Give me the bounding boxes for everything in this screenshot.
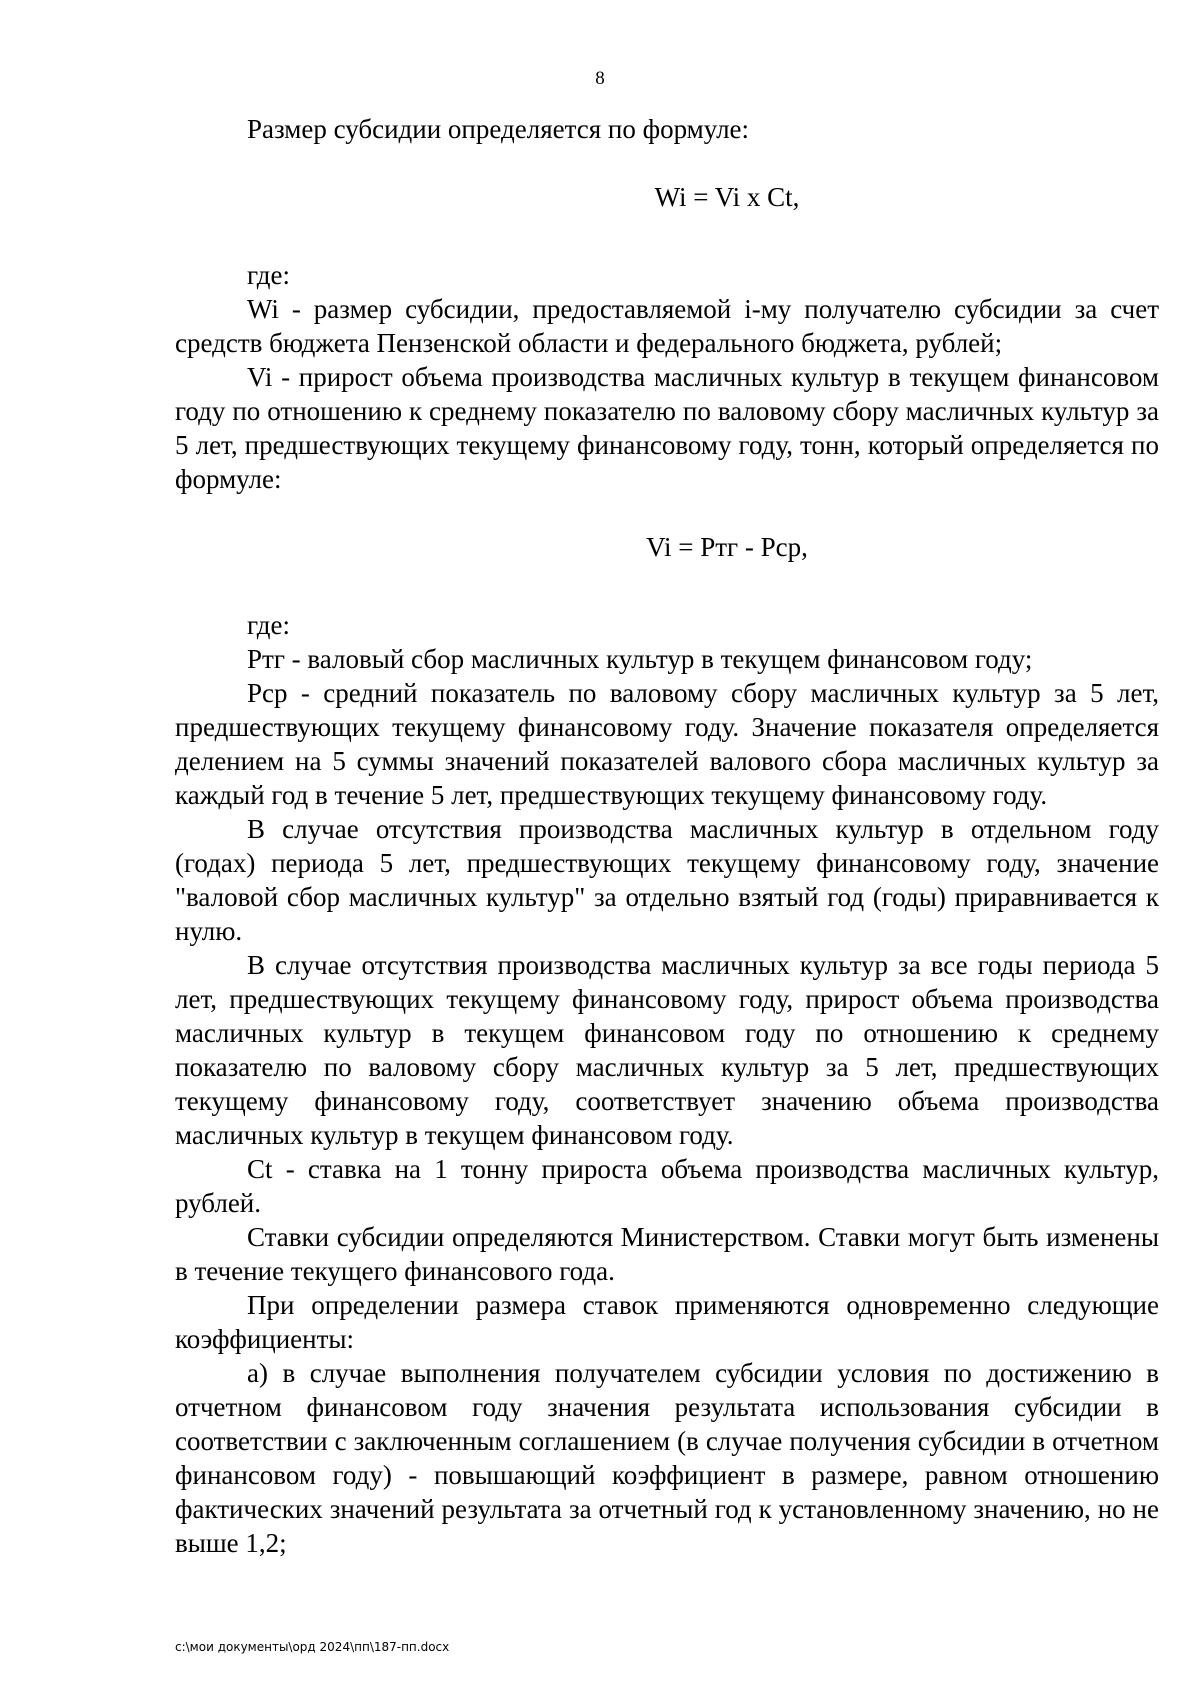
document-body (175, 112, 1159, 1560)
formula-vi: Vi = Ртг - Рср, (646, 532, 808, 562)
footer-file-path: c:\мои документы\орд 2024\пп\187-пп.docx (175, 1640, 450, 1654)
paragraph-absence-partial: В случае отсутствия производства масличных культур в отдельном году (годах) периода 5 лет, предшествующих текущему финансовому году, значение "валовой сбор масличных культур" за отдельно взятый год (годы) приравнивается к нулю. (175, 814, 1159, 946)
paragraph-rates: Ставки субсидии определяются Министерством. Ставки могут быть изменены в течение текущего финансового года. (175, 1222, 1159, 1286)
paragraph-item-a: а) в случае выполнения получателем субсидии условия по достижению в отчетном финансовом году значения результата использования субсидии в соответствии с заключенным соглашением (в случае получения субсидии в отчетном финансовом году) - повышающий коэффициент в размере, равном отношению фактических значений результата за отчетный год к установленному значению, но не выше 1,2; (175, 1358, 1159, 1558)
paragraph-rsr: Рср - средний показатель по валовому сбору масличных культур за 5 лет, предшествующих текущему финансовому году. Значение показателя определяется делением на 5 суммы значений показателей валового сбора масличных культур за каждый год в течение 5 лет, предшествующих текущему финансовому году. (175, 678, 1159, 810)
paragraph-rtg: Ртг - валовый сбор масличных культур в текущем финансовом году; (247, 644, 1033, 674)
paragraph-absence-all: В случае отсутствия производства масличных культур за все годы периода 5 лет, предшествующих текущему финансовому году, прирост объема производства масличных культур в текущем финансовом году по отношению к среднему показателю по валовому сбору масличных культур за 5 лет, предшествующих текущему финансовому году, соответствует значению объема производства масличных культур в текущем финансовом году. (175, 950, 1159, 1150)
where-label-2: где: (247, 610, 290, 640)
formula-subsidy: Wi = Vi x Ct, (654, 182, 800, 212)
page-number: 8 (595, 68, 605, 89)
paragraph-coefficients: При определении размера ставок применяются одновременно следующие коэффициенты: (175, 1290, 1159, 1354)
paragraph-intro: Размер субсидии определяется по формуле: (247, 114, 750, 144)
where-label: где: (247, 260, 290, 290)
paragraph-wi: Wi - размер субсидии, предоставляемой i-му получателю субсидии за счет средств бюджета Пензенской области и федерального бюджета, рублей; (175, 294, 1159, 358)
paragraph-ct: Ct - ставка на 1 тонну прироста объема производства масличных культур, рублей. (175, 1154, 1159, 1218)
paragraph-vi: Vi - прирост объема производства масличных культур в текущем финансовом году по отношению к среднему показателю по валовому сбору масличных культур за 5 лет, предшествующих текущему финансовому году, тонн, который определяется по формуле: (175, 362, 1159, 494)
